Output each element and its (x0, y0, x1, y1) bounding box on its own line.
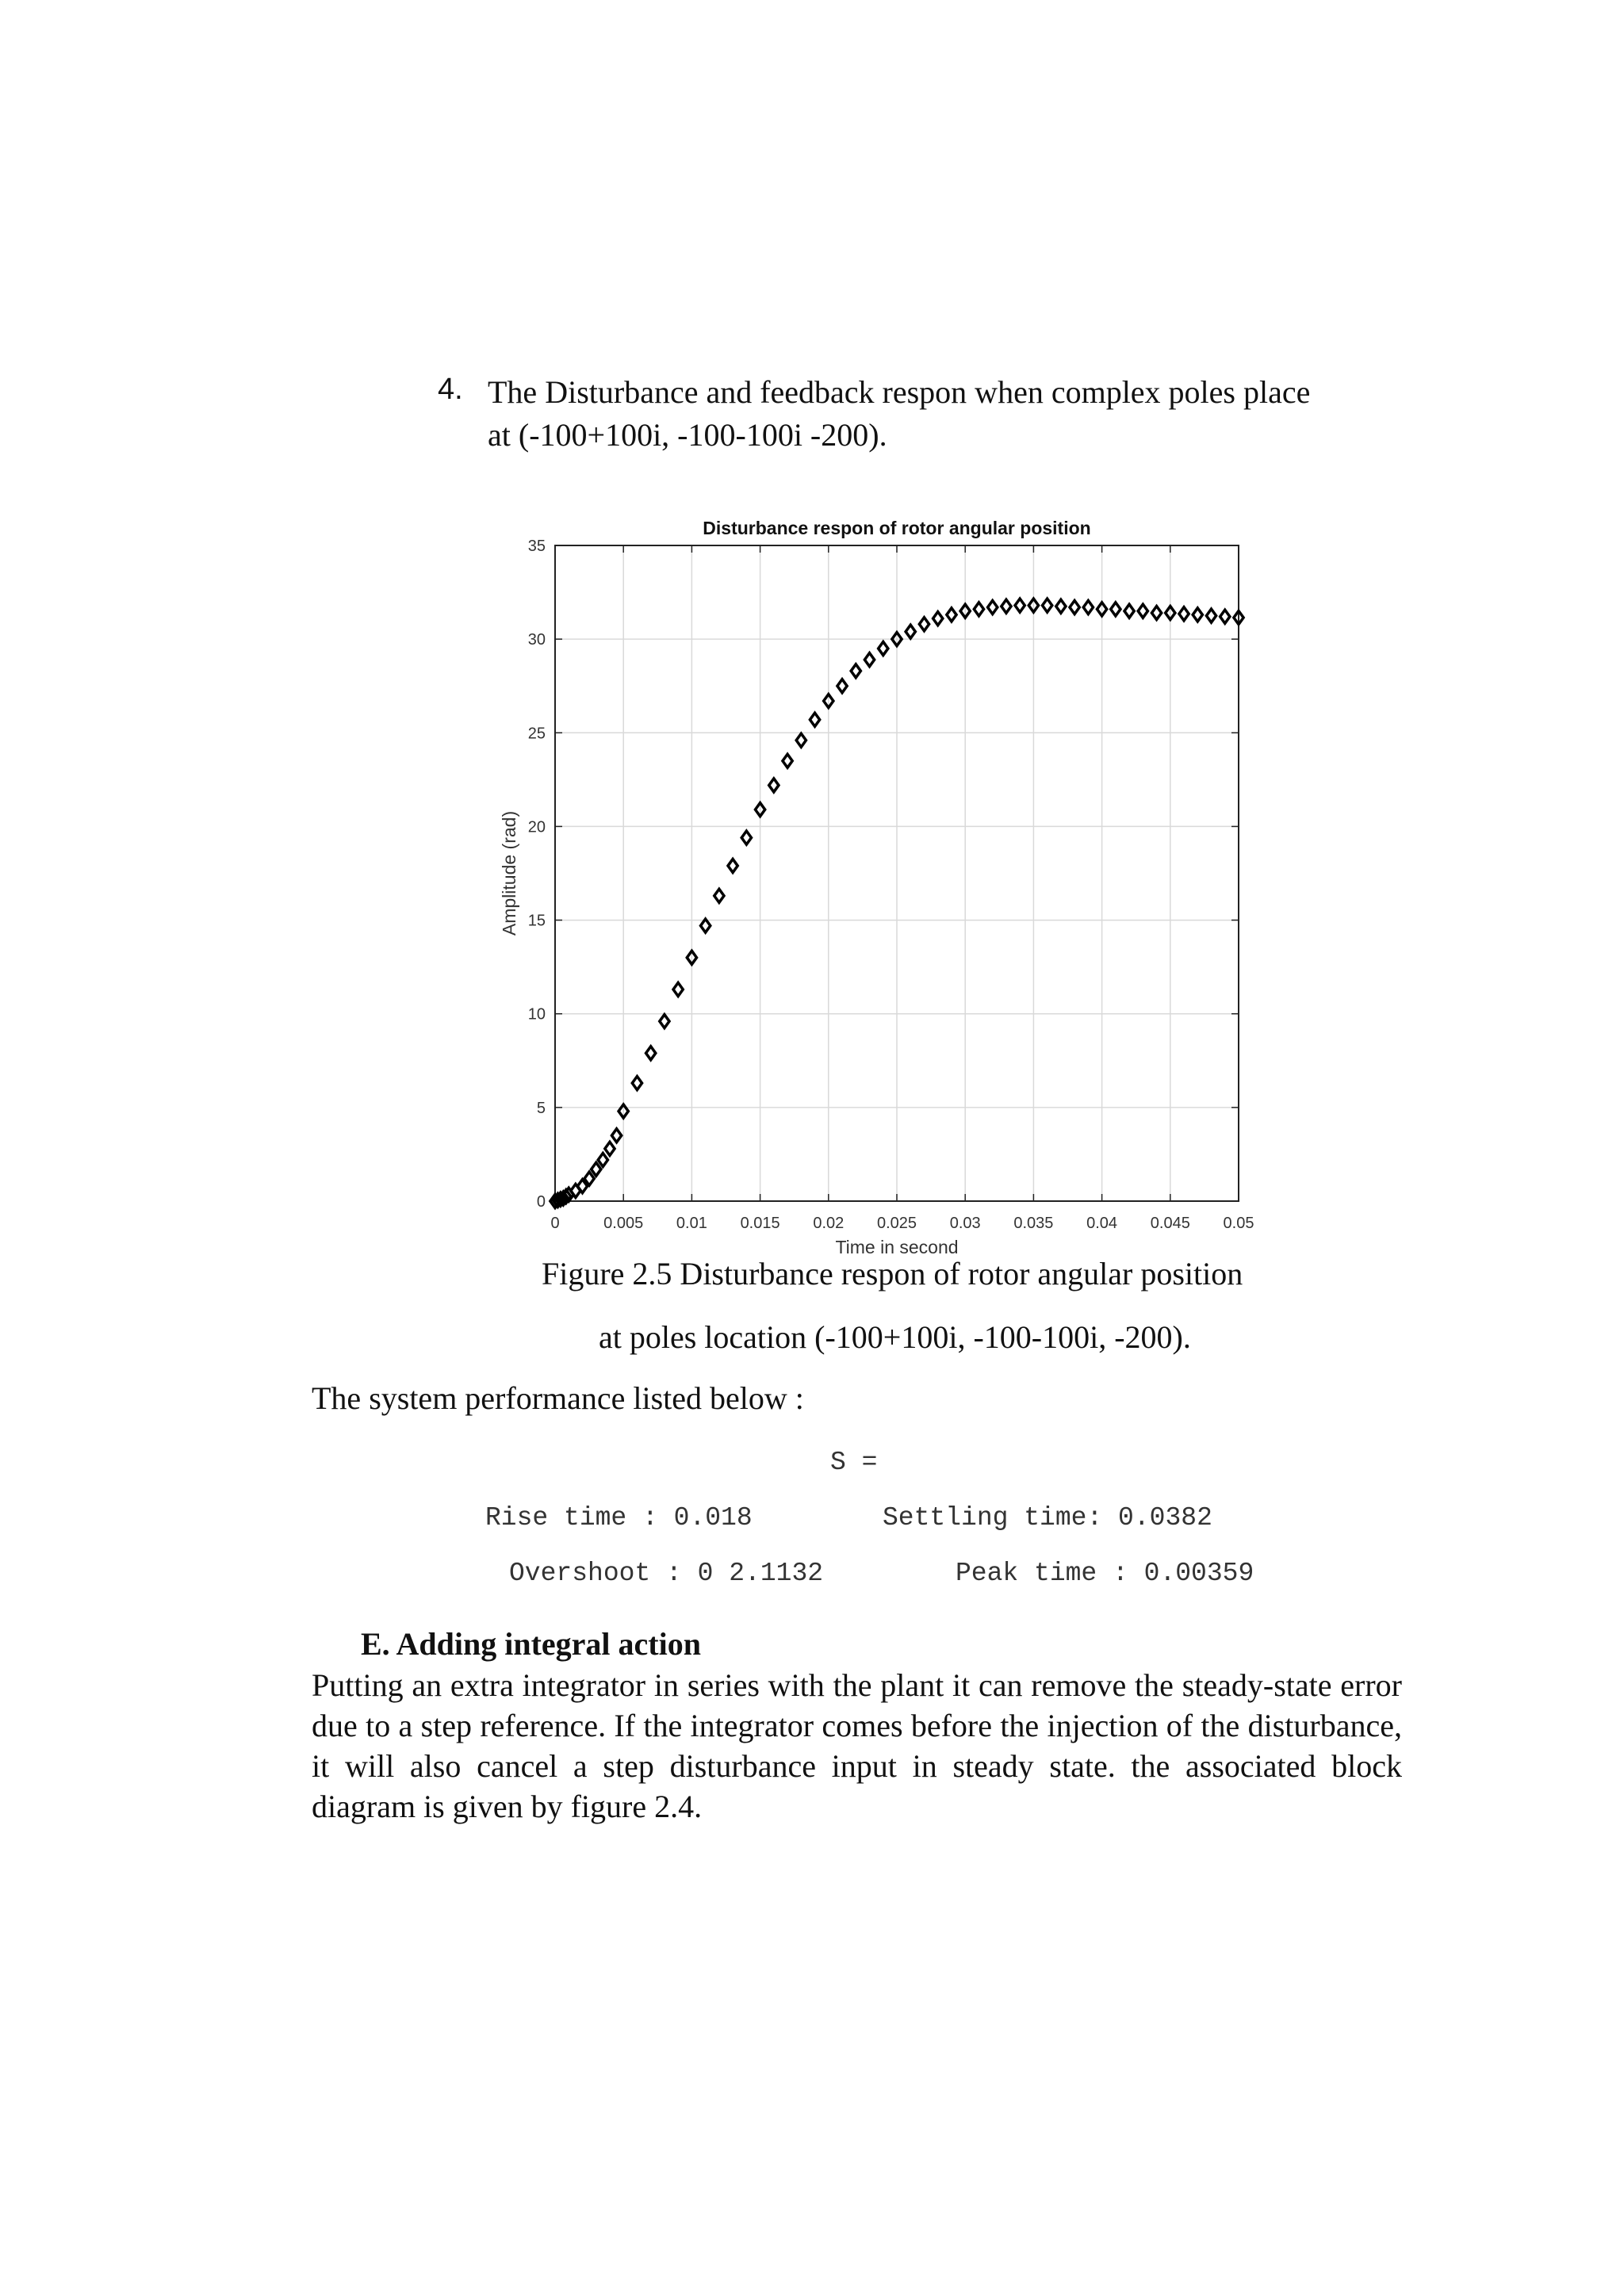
peak-time-line: Peak time : 0.00359 (956, 1559, 1254, 1588)
x-tick-label: 0.04 (1086, 1215, 1118, 1232)
data-point-marker (1124, 604, 1134, 618)
data-point-marker (592, 1162, 601, 1176)
settling-time-line: Settling time: 0.0382 (883, 1503, 1212, 1533)
data-point-marker (1070, 600, 1079, 614)
data-point-marker (605, 1142, 615, 1155)
data-point-marker (837, 679, 847, 693)
y-tick-label: 5 (536, 1099, 546, 1117)
list-item-text (488, 371, 1439, 457)
rise-time-line: Rise time : 0.018 (485, 1503, 753, 1533)
x-tick-label: 0.02 (813, 1215, 845, 1232)
y-tick-label: 0 (536, 1193, 546, 1211)
data-point-marker (933, 612, 943, 626)
data-point-marker (701, 919, 710, 932)
data-point-marker (783, 754, 792, 767)
performance-intro: The system performance listed below : (312, 1380, 804, 1416)
y-tick-label: 10 (527, 1005, 546, 1024)
data-point-marker (1002, 599, 1011, 613)
data-point-marker (988, 600, 998, 614)
figure-caption-line-2: at poles location (-100+100i, -100-100i, -200). (599, 1319, 1191, 1355)
data-point-marker (851, 664, 860, 678)
x-tick-label: 0.05 (1223, 1215, 1254, 1232)
chart-ticks (528, 538, 1254, 1232)
x-tick-label: 0.015 (740, 1215, 780, 1232)
data-point-marker (660, 1015, 669, 1028)
data-point-marker (598, 1154, 607, 1167)
x-tick-label: 0.035 (1013, 1215, 1054, 1232)
y-tick-label: 30 (527, 631, 546, 649)
data-point-marker (611, 1129, 621, 1142)
data-point-marker (741, 831, 751, 844)
data-point-marker (1206, 609, 1216, 622)
disturbance-response-chart (476, 507, 1285, 1269)
data-point-marker (864, 653, 874, 667)
data-point-marker (1083, 600, 1093, 614)
data-point-marker (879, 641, 888, 655)
x-tick-label: 0.025 (876, 1215, 917, 1232)
x-axis-label: Time in second (835, 1237, 959, 1257)
data-point-marker (769, 779, 779, 792)
y-tick-label: 25 (527, 725, 546, 743)
x-tick-label: 0.045 (1150, 1215, 1190, 1232)
x-tick-label: 0.01 (676, 1215, 707, 1232)
data-point-marker (810, 713, 819, 726)
x-tick-label: 0 (550, 1215, 560, 1232)
data-point-marker (632, 1077, 642, 1090)
data-point-marker (1043, 599, 1052, 612)
data-point-marker (1138, 604, 1147, 618)
list-item-line-1: The Disturbance and feedback respon when complex poles place (488, 374, 1311, 410)
data-point-marker (796, 733, 806, 747)
data-point-marker (919, 618, 929, 631)
data-point-marker (673, 982, 683, 996)
data-point-marker (947, 608, 956, 622)
data-point-marker (1111, 603, 1120, 616)
figure-caption-line-1: Figure 2.5 Disturbance respon of rotor angular position (542, 1256, 1243, 1292)
data-point-marker (1220, 610, 1230, 623)
data-point-marker (906, 625, 915, 638)
x-tick-label: 0.03 (949, 1215, 981, 1232)
matlab-var-label: S = (830, 1448, 878, 1477)
y-axis-label: Amplitude (rad) (499, 810, 519, 936)
data-point-marker (974, 603, 983, 616)
y-tick-label: 15 (527, 912, 546, 930)
data-point-marker (728, 859, 737, 873)
y-tick-label: 20 (527, 818, 546, 836)
y-tick-label: 35 (527, 538, 546, 555)
list-item-line-2: at (-100+100i, -100-100i -200). (488, 417, 887, 453)
data-point-marker (1056, 599, 1066, 613)
data-point-marker (1193, 608, 1202, 622)
chart-title: Disturbance respon of rotor angular position (703, 518, 1091, 538)
section-heading: E. Adding integral action (361, 1626, 701, 1662)
data-point-marker (1179, 607, 1189, 621)
list-item-number: 4. (438, 373, 463, 406)
data-point-marker (1015, 599, 1025, 612)
data-point-marker (646, 1047, 656, 1060)
overshoot-line: Overshoot : 0 2.1132 (509, 1559, 824, 1588)
x-tick-label: 0.005 (603, 1215, 644, 1232)
body-paragraph: Putting an extra integrator in series with the plant it can remove the steady-state error due to a step reference. If the integrator comes before the injection of the disturbance, it will also cancel a step disturbance input in steady state. the associated block diagram is given by figure 2.4. (312, 1667, 1402, 1824)
data-point-marker (1151, 607, 1161, 620)
data-point-marker (714, 889, 724, 902)
